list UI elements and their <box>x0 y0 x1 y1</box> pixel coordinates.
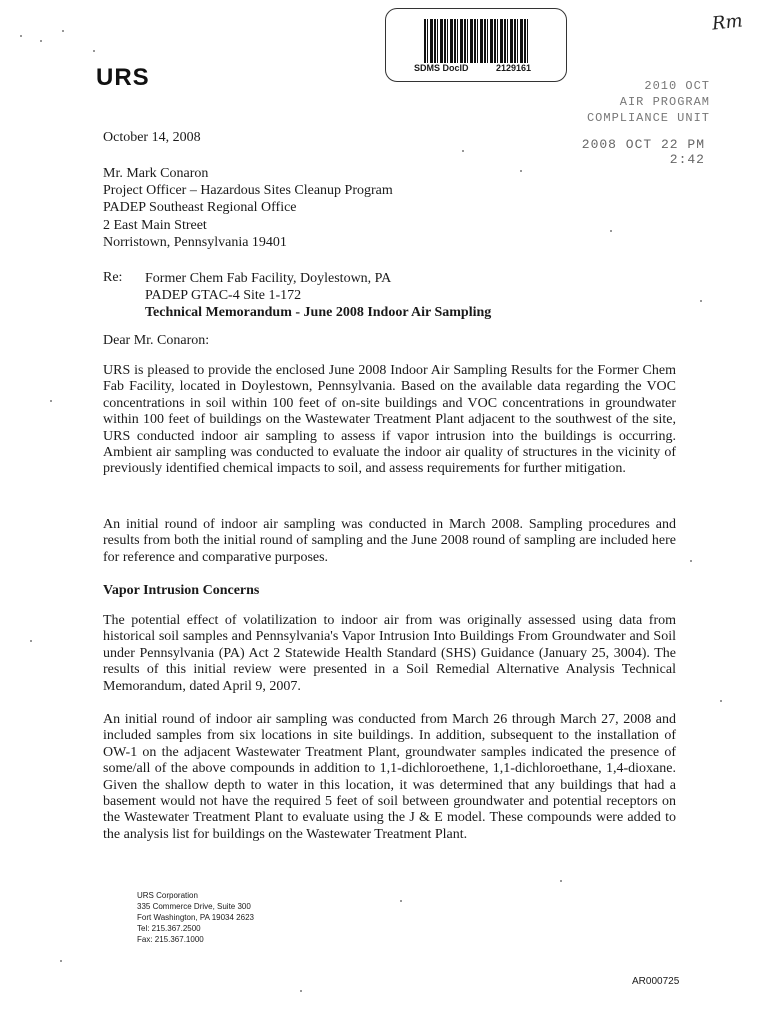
barcode-number: 2129161 <box>496 63 532 73</box>
scan-speck <box>462 150 464 152</box>
scan-speck <box>520 170 522 172</box>
salutation: Dear Mr. Conaron: <box>103 333 210 348</box>
re-subject <box>145 270 491 321</box>
scan-speck <box>40 40 42 42</box>
received-stamp <box>560 78 710 126</box>
footer-company: URS Corporation <box>137 891 198 900</box>
stamp-line-1: 2010 OCT <box>644 79 710 93</box>
recipient-office: PADEP Southeast Regional Office <box>103 200 297 216</box>
scan-speck <box>60 960 62 962</box>
footer-street: 335 Commerce Drive, Suite 300 <box>137 902 251 911</box>
sdms-barcode <box>385 8 567 82</box>
paragraph-sampling-details: An initial round of indoor air sampling was conducted from March 26 through March 27, 2008 and included samples from six locations in site buildings. In addition, subsequent to the installation of OW-1 on the adjacent Wastewater Treatment Plant, groundwater samples indicated the presence of some/all of the above compounds in addition to 1,1-dichloroethene, 1,1-dichloroethane, 1,4-dioxane. Given the shallow depth to water in this location, it was determined that any buildings that had a basement would not have the required 5 feet of soil between groundwater and potential receptors on the Wastewater Treatment Plant to evaluate using the J & E model. These compounds were added to the analysis list for buildings on the Wastewater Treatment Plant. <box>103 712 676 842</box>
received-stamp-date: 2008 OCT 22 PM 2:42 <box>581 137 705 167</box>
scan-speck <box>690 560 692 562</box>
scan-speck <box>720 700 722 702</box>
stamp-line-2: AIR PROGRAM <box>619 95 710 109</box>
stamp-line-3: COMPLIANCE UNIT <box>586 111 710 125</box>
recipient-city: Norristown, Pennsylvania 19401 <box>103 234 287 250</box>
scan-speck <box>700 300 702 302</box>
urs-logo: URS <box>96 64 150 91</box>
paragraph-intro: URS is pleased to provide the enclosed June 2008 Indoor Air Sampling Results for the Former Chem Fab Facility, located in Doylestown, Pennsylvania. Based on the available data regarding the VOC concentrations in soil within 100 feet of on-site buildings and VOC concentrations in groundwater within 100 feet of buildings on the Wastewater Treatment Plant adjacent to the southwest of the site, URS conducted indoor air sampling to assess if vapor intrusion into the buildings is occurring. Ambient air sampling was conducted to evaluate the indoor air quality of structures in the vicinity of previously identified chemical impacts to soil, and assess requirements for further mitigation. <box>103 363 676 477</box>
section-heading: Vapor Intrusion Concerns <box>103 583 260 598</box>
scan-speck <box>50 400 52 402</box>
re-line-3: Technical Memorandum - June 2008 Indoor Air Sampling <box>145 305 492 320</box>
scan-speck <box>93 50 95 52</box>
paragraph-initial-round: An initial round of indoor air sampling was conducted in March 2008. Sampling procedures and results from both the initial round of sampling and the June 2008 round of sampling are included here for reference and comparative purposes. <box>103 517 676 565</box>
letter-date: October 14, 2008 <box>103 130 201 145</box>
paragraph-potential-effect: The potential effect of volatilization to indoor air from was originally assessed using data from historical soil samples and Pennsylvania's Vapor Intrusion Into Buildings From Groundwater and Soil under Pennsylvania (PA) Act 2 Statewide Health Standard (SHS) Guidance (January 25, 3004). The results of this initial review were presented in a Soil Remedial Alternative Analysis Technical Memorandum, dated April 9, 2007. <box>103 613 676 694</box>
recipient-street: 2 East Main Street <box>103 217 207 233</box>
footer-fax: Fax: 215.367.1000 <box>137 935 204 944</box>
company-footer <box>137 890 254 945</box>
scan-speck <box>20 35 22 37</box>
re-label: Re: <box>103 270 123 285</box>
re-line-2: PADEP GTAC-4 Site 1-172 <box>145 288 302 303</box>
barcode-icon <box>424 19 528 63</box>
scan-speck <box>560 880 562 882</box>
scan-speck <box>610 230 612 232</box>
recipient-address <box>103 165 393 251</box>
footer-tel: Tel: 215.367.2500 <box>137 924 201 933</box>
document-number: AR000725 <box>632 976 680 987</box>
scan-speck <box>30 640 32 642</box>
recipient-title: Project Officer – Hazardous Sites Cleanup Program <box>103 183 393 199</box>
scan-speck <box>62 30 64 32</box>
scan-speck <box>400 900 402 902</box>
barcode-label: SDMS DocID <box>414 63 469 73</box>
re-line-1: Former Chem Fab Facility, Doylestown, PA <box>145 271 392 286</box>
scan-speck <box>300 990 302 992</box>
footer-city: Fort Washington, PA 19034 2623 <box>137 913 254 922</box>
handwritten-initials: Rm <box>710 10 744 35</box>
recipient-name: Mr. Mark Conaron <box>103 166 209 181</box>
